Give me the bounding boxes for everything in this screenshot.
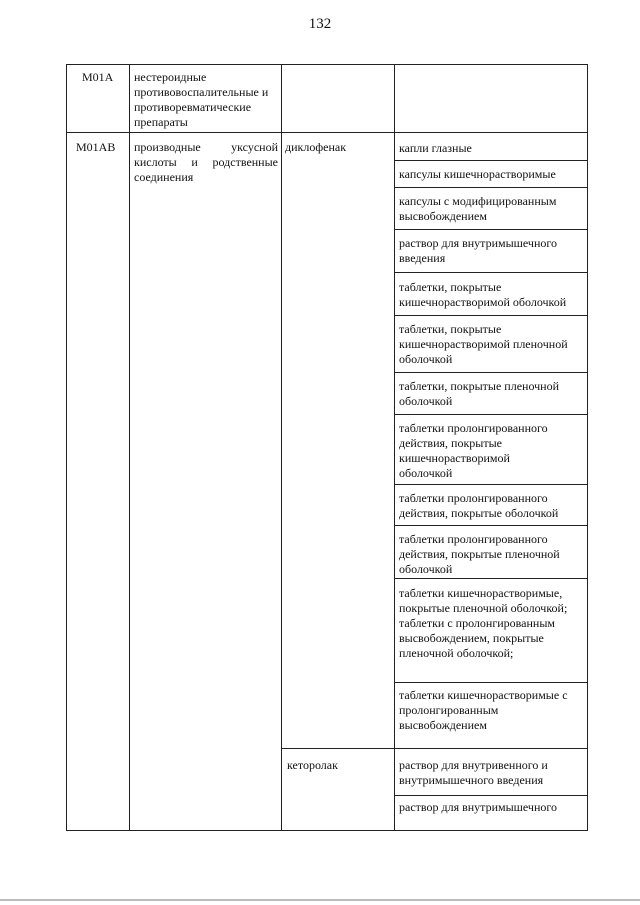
dosage-form-line: таблетки кишечнорастворимые, (399, 586, 563, 600)
atc-code-m01a: М01А (82, 70, 114, 84)
dosage-form (399, 421, 585, 481)
table-border-right (587, 64, 588, 831)
dosage-form-line: таблетки, покрытые пленочной (399, 379, 560, 393)
drug-name: диклофенак (285, 140, 347, 154)
form-divider (394, 229, 588, 230)
atc-group-name-line: нестероидные (134, 70, 207, 84)
atc-group-name-line: противоревматические (134, 100, 252, 114)
atc-group-name-line: кислоты и родственные (134, 155, 278, 169)
page-number: 132 (308, 16, 332, 32)
dosage-form-line: покрытые пленочной оболочкой; (399, 601, 568, 615)
atc-group-name-line: противовоспалительные и (134, 85, 269, 99)
form-divider (394, 187, 588, 188)
table-border-left (66, 64, 67, 831)
dosage-form (399, 141, 585, 156)
form-divider (394, 525, 588, 526)
dosage-form-line: кишечнорастворимой пленочной (399, 337, 568, 351)
row-divider-m01a (66, 132, 588, 133)
dosage-form (399, 379, 585, 409)
form-divider (394, 578, 588, 579)
dosage-form (399, 758, 585, 788)
dosage-form (399, 167, 585, 182)
dosage-form-line: высвобождением, покрытые (399, 631, 544, 645)
column-divider-group (281, 64, 282, 831)
dosage-form (399, 688, 585, 733)
dosage-form-line: таблетки пролонгированного (399, 421, 548, 435)
form-divider (394, 372, 588, 373)
dosage-form-line: таблетки, покрытые (399, 322, 502, 336)
dosage-form-line: капли глазные (399, 141, 472, 155)
dosage-form (399, 236, 585, 266)
form-divider (394, 315, 588, 316)
dosage-form (399, 280, 585, 310)
dosage-form-line: оболочкой (399, 394, 453, 408)
atc-group-name-line: производные уксусной (134, 140, 278, 154)
dosage-form-line: кишечнорастворимой (399, 451, 510, 465)
dosage-form-line: оболочкой (399, 466, 453, 480)
dosage-form-line: кишечнорастворимой оболочкой (399, 295, 567, 309)
form-divider (394, 160, 588, 161)
dosage-form-line: раствор для внутримышечного (399, 800, 557, 814)
dosage-form-line: высвобождением (399, 718, 487, 732)
dosage-form-line: таблетки пролонгированного (399, 532, 548, 546)
form-divider (394, 272, 588, 273)
atc-group-name-m01ab (134, 140, 278, 185)
atc-code-m01ab: М01АВ (76, 140, 116, 154)
dosage-form-line: таблетки кишечнорастворимые с (399, 688, 568, 702)
drug-divider (281, 748, 588, 749)
dosage-form-line: таблетки пролонгированного (399, 491, 548, 505)
page-bottom-edge (0, 899, 640, 901)
dosage-form-line: оболочкой (399, 352, 453, 366)
column-divider-code (129, 64, 130, 831)
dosage-form-line: действия, покрытые пленочной (399, 547, 560, 561)
form-divider (394, 795, 588, 796)
table-border-top (66, 64, 588, 65)
dosage-form-line: раствор для внутримышечного (399, 236, 557, 250)
column-divider-drug (394, 64, 395, 831)
dosage-form-line: раствор для внутривенного и (399, 758, 548, 772)
form-divider (394, 414, 588, 415)
table-border-bottom (66, 830, 588, 831)
dosage-form-line: действия, покрытые оболочкой (399, 506, 559, 520)
form-divider (394, 484, 588, 485)
dosage-form-line: капсулы с модифицированным (399, 194, 557, 208)
dosage-form (399, 586, 585, 661)
dosage-form-line: введения (399, 251, 446, 265)
dosage-form-line: оболочкой (399, 562, 453, 576)
dosage-form (399, 532, 585, 577)
form-divider (394, 682, 588, 683)
dosage-form-line: пролонгированным (399, 703, 499, 717)
dosage-form-line: действия, покрытые (399, 436, 502, 450)
dosage-form (399, 194, 585, 224)
dosage-form (399, 491, 585, 521)
dosage-form-line: внутримышечного введения (399, 773, 544, 787)
dosage-form-line: высвобождением (399, 209, 487, 223)
atc-group-name-m01a (134, 70, 280, 130)
dosage-form-line: таблетки с пролонгированным (399, 616, 556, 630)
dosage-form (399, 800, 585, 815)
atc-group-name-line: препараты (134, 115, 188, 129)
dosage-form (399, 322, 585, 367)
dosage-form-line: капсулы кишечнорастворимые (399, 167, 556, 181)
drug-name: кеторолак (287, 758, 338, 772)
atc-group-name-line: соединения (134, 170, 194, 184)
dosage-form-line: таблетки, покрытые (399, 280, 502, 294)
dosage-form-line: пленочной оболочкой; (399, 646, 514, 660)
